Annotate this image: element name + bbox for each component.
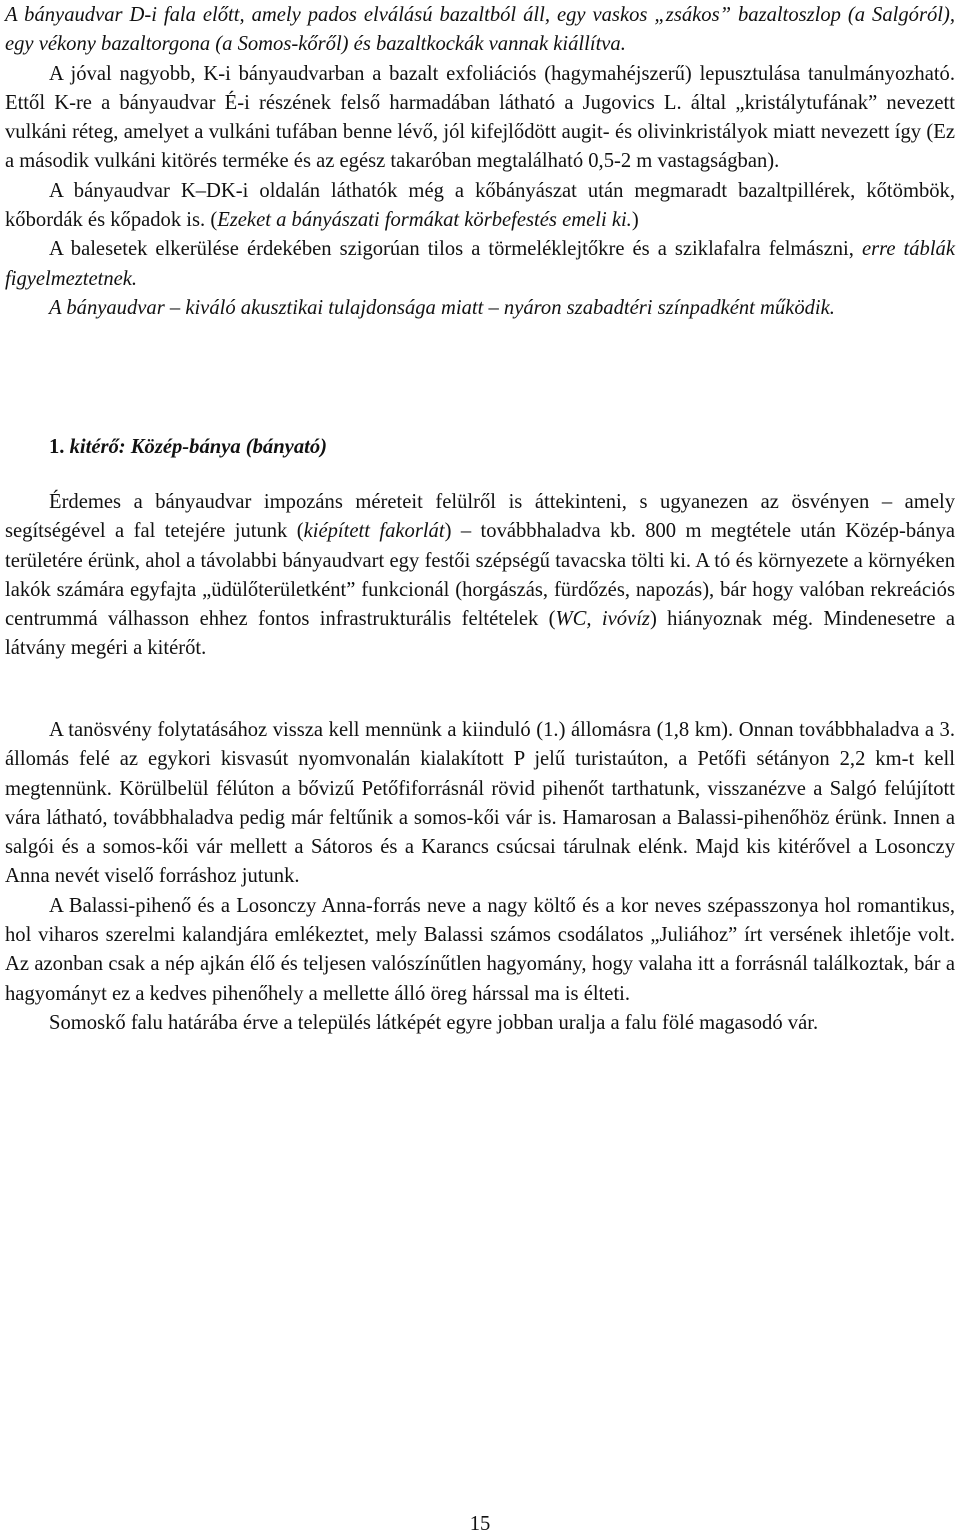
section-kozep-banya <box>5 488 955 664</box>
heading-title: kitérő: Közép-bánya (bányató) <box>69 436 328 458</box>
paragraph-basalt-pillars-text: A bányaudvar K–DK-i oldalán láthatók még a kőbányászat után megmaradt bazaltpillérek, kőtömbök, kőbordák és kőpadok is. ( <box>5 179 955 232</box>
kozep-banya-text-1: Érdemes a bányaudvar impozáns méreteit felülről is áttekinteni, s ugyanezen az ösvényen – amely segítségével a fal tetejére jutunk ( <box>5 491 955 543</box>
section-heading <box>49 433 327 462</box>
paragraph-acoustics: A bányaudvar – kiváló akusztikai tulajdonsága miatt – nyáron szabadtéri színpadként működik. <box>49 296 835 319</box>
paragraph-safety-warning <box>5 235 955 294</box>
paragraph-exhibit: A bányaudvar D-i fala előtt, amely pados elválású bazaltból áll, egy vaskos „zsákos” bazaltoszlop (a Salgóról), egy vékony bazaltorgona (a Somos-kőről) és bazaltkockák vannak kiállítva. <box>5 4 955 56</box>
kozep-banya-text-3: ) hiányoznak még. Mindenesetre a látvány megéri a kitérőt. <box>5 608 955 660</box>
section-tanosveny <box>5 716 955 1038</box>
paragraph-route: A tanösvény folytatásához vissza kell mennünk a kiinduló (1.) állomásra (1,8 km). Onnan továbbhaladva a 3. állomás felé az egykori kisvasút nyomvonalán kialakított P jelű turistaúton, a Petőfi sétányon 2,2 km-t kell megtennünk. Körülbelül félúton a bővizű Petőfiforrásnál rövid pihenőt tarthatunk, visszanézve a Salgó felújított vára látható, továbbhaladva pedig már feltűnik a somos-kői vár is. Hamarosan a Balassi-pihenőhöz érünk. Innen a salgói és a somos-kői vár mellett a Sátoros és a Karancs csúcsai tárulnak elénk. Majd kis kitérővel a Losonczy Anna nevét viselő forráshoz jutunk. <box>5 719 955 888</box>
kozep-banya-text-2: ) – továbbhaladva kb. 800 m megtétele után Közép-bánya területére érünk, ahol a távolabbi bányaudvart egy festői szépségű tavacska tölti ki. A tó és környezete a környéken lakók számára egyfajta „üdülőterületként” funkcionál (horgászás, fürdőzés, napozás), bár hogy valóban rekreációs centrummá válhasson ehhez fontos infrastrukturális feltételek ( <box>5 520 956 631</box>
paragraph-basalt-pillars-close: ) <box>631 209 639 232</box>
heading-number: 1. <box>49 436 65 458</box>
kozep-banya-italic-2: WC, ivóvíz <box>555 608 650 631</box>
paragraph-basalt-pillars-italic: Ezeket a bányászati formákat körbefestés emeli ki. <box>217 209 632 232</box>
kozep-banya-italic-1: kiépített fakorlát <box>303 520 445 543</box>
section-bazalt-banyaudvar <box>5 1 955 323</box>
paragraph-kozep-banya <box>5 488 955 664</box>
paragraph-somosko: Somoskő falu határába érve a település látképét egyre jobban uralja a falu fölé magasodó vár. <box>49 1011 819 1034</box>
paragraph-safety-text: A balesetek elkerülése érdekében szigorúan tilos a törmeléklejtőkre és a sziklafalra felmászni, <box>49 238 862 261</box>
page-number: 15 <box>469 1513 491 1535</box>
paragraph-exfoliation: A jóval nagyobb, K-i bányaudvarban a bazalt exfoliációs (hagymahéjszerű) lepusztulása tanulmányozható. Ettől K-re a bányaudvar É-i részének felső harmadában látható a Jugovics L. által „kristálytufának” nevezett vulkáni réteg, amelyet a vulkáni tufában benne lévő, jól kifejlődött augit- és olivinkristályok miatt nevezett így (Ez a második vulkáni kitörés terméke és az egész takaróban megtalálható 0,5-2 m vastagságban). <box>5 62 955 173</box>
paragraph-balassi: A Balassi-pihenő és a Losonczy Anna-forrás neve a nagy költő és a kor neves szépasszonya hol romantikus, hol viharos szerelmi kalandjára emlékeztet, mely Balassi számos csodálatos „Juliához” írt versének ihletője volt. Az azonban csak a nép ajkán élő és teljesen valószínűtlen hagyomány, hogy valaha itt a forrásnál találkoztak, bár a hagyományt ez a kedves pihenőhely a mellette álló öreg hárssal ma is élteti. <box>5 894 955 1005</box>
paragraph-safety-italic: erre táblák figyelmeztetnek. <box>5 238 955 290</box>
paragraph-basalt-pillars <box>5 177 955 236</box>
